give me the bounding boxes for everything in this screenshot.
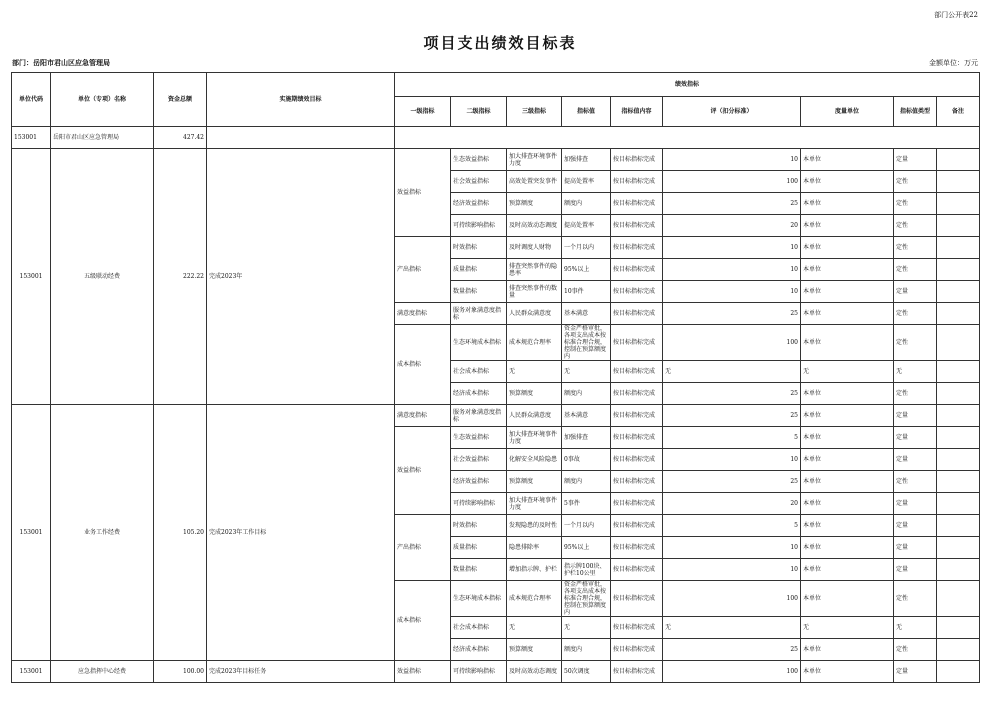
indicator-content: 按目标指标完成 <box>611 639 663 661</box>
remark <box>937 259 980 281</box>
level3-indicator: 成本规范合理率 <box>507 325 562 361</box>
indicator-value: 额度内 <box>562 383 611 405</box>
summary-amount: 427.42 <box>154 127 207 149</box>
remark <box>937 537 980 559</box>
level2-indicator: 可持续影响指标 <box>451 215 507 237</box>
remark <box>937 617 980 639</box>
measure-unit: 本单位 <box>801 149 894 171</box>
indicator-value: 无 <box>562 361 611 383</box>
table-row <box>12 661 980 683</box>
value-type: 定量 <box>894 281 937 303</box>
value-type: 定性 <box>894 259 937 281</box>
level3-indicator: 加大排查环境事件力度 <box>507 149 562 171</box>
department-label: 部门：岳阳市君山区应急管理局 <box>12 58 110 67</box>
measure-unit: 本单位 <box>801 537 894 559</box>
remark <box>937 661 980 683</box>
level2-indicator: 数量指标 <box>451 281 507 303</box>
score-standard: 25 <box>663 303 801 325</box>
level3-indicator: 预算额度 <box>507 471 562 493</box>
indicator-value: 加强排查 <box>562 427 611 449</box>
remark <box>937 559 980 581</box>
score-standard: 25 <box>663 405 801 427</box>
header-value: 指标值 <box>562 97 611 127</box>
value-type: 定性 <box>894 325 937 361</box>
indicator-content: 按目标指标完成 <box>611 405 663 427</box>
level2-indicator: 时效指标 <box>451 515 507 537</box>
level2-indicator: 生态效益指标 <box>451 427 507 449</box>
score-standard: 25 <box>663 471 801 493</box>
measure-unit: 本单位 <box>801 215 894 237</box>
measure-unit: 本单位 <box>801 661 894 683</box>
remark <box>937 493 980 515</box>
remark <box>937 449 980 471</box>
indicator-content: 按目标指标完成 <box>611 193 663 215</box>
header-target: 实施期绩效目标 <box>207 73 395 127</box>
score-standard: 25 <box>663 383 801 405</box>
value-type: 定量 <box>894 661 937 683</box>
score-standard: 10 <box>663 449 801 471</box>
level2-indicator: 经济效益指标 <box>451 193 507 215</box>
level2-indicator: 可持续影响指标 <box>451 661 507 683</box>
level3-indicator: 排查突然事件的数量 <box>507 281 562 303</box>
header-indicators: 绩效指标 <box>395 73 980 97</box>
indicator-value: 指示牌100块、护栏10公里 <box>562 559 611 581</box>
header-measure-unit: 度量单位 <box>801 97 894 127</box>
table-number-label: 部门公开表22 <box>934 11 978 19</box>
level1-indicator: 产出指标 <box>395 515 451 581</box>
level1-indicator: 效益指标 <box>395 661 451 683</box>
value-type: 定性 <box>894 193 937 215</box>
indicator-value: 5事件 <box>562 493 611 515</box>
level2-indicator: 服务对象满意度指标 <box>451 405 507 427</box>
level2-indicator: 经济效益指标 <box>451 471 507 493</box>
indicator-content: 按目标指标完成 <box>611 361 663 383</box>
remark <box>937 281 980 303</box>
level1-indicator: 满意度指标 <box>395 405 451 427</box>
remark <box>937 215 980 237</box>
level1-indicator: 效益指标 <box>395 427 451 515</box>
indicator-value: 资金严格审批，各项支出成本按标准合理合规，控制在预算额度内 <box>562 581 611 617</box>
measure-unit: 本单位 <box>801 237 894 259</box>
measure-unit: 本单位 <box>801 383 894 405</box>
score-standard: 10 <box>663 149 801 171</box>
remark <box>937 383 980 405</box>
level3-indicator: 人民群众满意度 <box>507 405 562 427</box>
value-type: 定量 <box>894 427 937 449</box>
project-target: 完成2023年 <box>207 149 395 405</box>
measure-unit: 本单位 <box>801 427 894 449</box>
score-standard: 20 <box>663 215 801 237</box>
level1-indicator: 成本指标 <box>395 581 451 661</box>
project-target: 完成2023年目标任务 <box>207 661 395 683</box>
remark <box>937 325 980 361</box>
level2-indicator: 生态环境成本指标 <box>451 325 507 361</box>
indicator-content: 按目标指标完成 <box>611 171 663 193</box>
level3-indicator: 及时高效动态调度 <box>507 215 562 237</box>
level3-indicator: 化解安全风险隐患 <box>507 449 562 471</box>
remark <box>937 639 980 661</box>
level3-indicator: 预算额度 <box>507 193 562 215</box>
indicator-content: 按目标指标完成 <box>611 661 663 683</box>
measure-unit: 本单位 <box>801 259 894 281</box>
indicator-value: 一个月以内 <box>562 237 611 259</box>
indicator-value: 基本满意 <box>562 405 611 427</box>
level1-indicator: 满意度指标 <box>395 303 451 325</box>
score-standard: 10 <box>663 559 801 581</box>
header-unit-code: 单位代码 <box>12 73 51 127</box>
score-standard: 20 <box>663 493 801 515</box>
score-standard: 100 <box>663 171 801 193</box>
indicator-content: 按目标指标完成 <box>611 303 663 325</box>
remark <box>937 149 980 171</box>
header-unit-name: 单位（专项）名称 <box>51 73 154 127</box>
indicator-content: 按目标指标完成 <box>611 449 663 471</box>
header-level3: 三级指标 <box>507 97 562 127</box>
header-value-type: 指标值类型 <box>894 97 937 127</box>
level2-indicator: 社会效益指标 <box>451 449 507 471</box>
summary-row <box>12 127 980 149</box>
indicator-content: 按目标指标完成 <box>611 149 663 171</box>
level2-indicator: 生态环境成本指标 <box>451 581 507 617</box>
value-type: 定性 <box>894 237 937 259</box>
summary-name: 岳阳市君山区应急管理局 <box>51 127 154 149</box>
amount-unit-label: 金额单位：万元 <box>929 59 978 67</box>
project-name: 业务工作经费 <box>51 405 154 661</box>
score-standard: 25 <box>663 193 801 215</box>
level2-indicator: 时效指标 <box>451 237 507 259</box>
indicator-content: 按目标指标完成 <box>611 259 663 281</box>
level2-indicator: 经济成本指标 <box>451 639 507 661</box>
remark <box>937 361 980 383</box>
value-type: 定量 <box>894 537 937 559</box>
score-standard: 10 <box>663 281 801 303</box>
measure-unit: 无 <box>801 361 894 383</box>
indicator-content: 按目标指标完成 <box>611 617 663 639</box>
indicator-content: 按目标指标完成 <box>611 537 663 559</box>
score-standard: 无 <box>663 361 801 383</box>
indicator-value: 无 <box>562 617 611 639</box>
score-standard: 100 <box>663 661 801 683</box>
indicator-value: 提高处置率 <box>562 171 611 193</box>
remark <box>937 405 980 427</box>
header-total-funds: 资金总额 <box>154 73 207 127</box>
table-row <box>12 149 980 171</box>
value-type: 定性 <box>894 471 937 493</box>
page-title: 项目支出绩效目标表 <box>423 34 577 52</box>
measure-unit: 本单位 <box>801 581 894 617</box>
measure-unit: 本单位 <box>801 281 894 303</box>
header-remark: 备注 <box>937 97 980 127</box>
level3-indicator: 无 <box>507 361 562 383</box>
indicator-value: 加强排查 <box>562 149 611 171</box>
value-type: 定性 <box>894 303 937 325</box>
score-standard: 5 <box>663 427 801 449</box>
level2-indicator: 可持续影响指标 <box>451 493 507 515</box>
score-standard: 10 <box>663 237 801 259</box>
level1-indicator: 成本指标 <box>395 325 451 405</box>
level3-indicator: 成本规范合理率 <box>507 581 562 617</box>
level3-indicator: 增加指示牌、护栏 <box>507 559 562 581</box>
indicator-value: 额度内 <box>562 193 611 215</box>
measure-unit: 本单位 <box>801 515 894 537</box>
indicator-value: 10事件 <box>562 281 611 303</box>
score-standard: 10 <box>663 259 801 281</box>
value-type: 定量 <box>894 515 937 537</box>
level2-indicator: 社会成本指标 <box>451 617 507 639</box>
indicator-content: 按目标指标完成 <box>611 427 663 449</box>
remark <box>937 171 980 193</box>
header-level1: 一级指标 <box>395 97 451 127</box>
indicator-value: 50次调度 <box>562 661 611 683</box>
measure-unit: 本单位 <box>801 193 894 215</box>
level2-indicator: 质量指标 <box>451 259 507 281</box>
level3-indicator: 及时高效动态调度 <box>507 661 562 683</box>
level3-indicator: 人民群众满意度 <box>507 303 562 325</box>
measure-unit: 本单位 <box>801 449 894 471</box>
project-name: 应急指挥中心经费 <box>51 661 154 683</box>
remark <box>937 237 980 259</box>
remark <box>937 303 980 325</box>
value-type: 定量 <box>894 559 937 581</box>
value-type: 定性 <box>894 383 937 405</box>
level1-indicator: 效益指标 <box>395 149 451 237</box>
measure-unit: 本单位 <box>801 303 894 325</box>
project-target: 完成2023年工作目标 <box>207 405 395 661</box>
indicator-value: 95%以上 <box>562 537 611 559</box>
score-standard: 10 <box>663 537 801 559</box>
level2-indicator: 服务对象满意度指标 <box>451 303 507 325</box>
measure-unit: 本单位 <box>801 471 894 493</box>
indicator-content: 按目标指标完成 <box>611 515 663 537</box>
project-code: 153001 <box>12 149 51 405</box>
indicator-value: 95%以上 <box>562 259 611 281</box>
score-standard: 25 <box>663 639 801 661</box>
level2-indicator: 经济成本指标 <box>451 383 507 405</box>
header-score: 评（扣分标准） <box>663 97 801 127</box>
remark <box>937 471 980 493</box>
measure-unit: 本单位 <box>801 405 894 427</box>
score-standard: 100 <box>663 581 801 617</box>
level1-indicator: 产出指标 <box>395 237 451 303</box>
project-code: 153001 <box>12 405 51 661</box>
level2-indicator: 数量指标 <box>451 559 507 581</box>
remark <box>937 515 980 537</box>
indicator-value: 一个月以内 <box>562 515 611 537</box>
project-amount: 105.20 <box>154 405 207 661</box>
indicator-content: 按目标指标完成 <box>611 559 663 581</box>
level3-indicator: 及时调度人财物 <box>507 237 562 259</box>
indicator-value: 额度内 <box>562 639 611 661</box>
indicator-content: 按目标指标完成 <box>611 325 663 361</box>
level2-indicator: 质量指标 <box>451 537 507 559</box>
level3-indicator: 预算额度 <box>507 639 562 661</box>
remark <box>937 193 980 215</box>
value-type: 定性 <box>894 581 937 617</box>
indicator-content: 按目标指标完成 <box>611 281 663 303</box>
level2-indicator: 社会效益指标 <box>451 171 507 193</box>
level3-indicator: 排查突然事件的隐患率 <box>507 259 562 281</box>
level2-indicator: 社会成本指标 <box>451 361 507 383</box>
indicator-value: 提高处置率 <box>562 215 611 237</box>
indicator-content: 按目标指标完成 <box>611 581 663 617</box>
score-standard: 无 <box>663 617 801 639</box>
indicator-value: 基本满意 <box>562 303 611 325</box>
level3-indicator: 无 <box>507 617 562 639</box>
level3-indicator: 发现隐患的及时性 <box>507 515 562 537</box>
summary-code: 153001 <box>12 127 51 149</box>
indicator-content: 按目标指标完成 <box>611 493 663 515</box>
value-type: 定量 <box>894 449 937 471</box>
level2-indicator: 生态效益指标 <box>451 149 507 171</box>
project-code: 153001 <box>12 661 51 683</box>
score-standard: 5 <box>663 515 801 537</box>
value-type: 定量 <box>894 405 937 427</box>
measure-unit: 本单位 <box>801 493 894 515</box>
project-amount: 100.00 <box>154 661 207 683</box>
value-type: 定量 <box>894 493 937 515</box>
measure-unit: 无 <box>801 617 894 639</box>
value-type: 定量 <box>894 149 937 171</box>
remark <box>937 581 980 617</box>
value-type: 定性 <box>894 171 937 193</box>
value-type: 定性 <box>894 215 937 237</box>
value-type: 定性 <box>894 639 937 661</box>
indicator-content: 按目标指标完成 <box>611 383 663 405</box>
level3-indicator: 高效处置突发事件 <box>507 171 562 193</box>
measure-unit: 本单位 <box>801 639 894 661</box>
indicator-value: 0事故 <box>562 449 611 471</box>
indicator-content: 按目标指标完成 <box>611 215 663 237</box>
measure-unit: 本单位 <box>801 559 894 581</box>
project-amount: 222.22 <box>154 149 207 405</box>
level3-indicator: 隐患排除率 <box>507 537 562 559</box>
score-standard: 100 <box>663 325 801 361</box>
project-name: 五级联动经费 <box>51 149 154 405</box>
indicator-content: 按目标指标完成 <box>611 471 663 493</box>
header-value-content: 指标值内容 <box>611 97 663 127</box>
indicator-value: 额度内 <box>562 471 611 493</box>
table-row <box>12 405 980 427</box>
measure-unit: 本单位 <box>801 325 894 361</box>
value-type: 无 <box>894 617 937 639</box>
level3-indicator: 加大排查环境事件力度 <box>507 493 562 515</box>
level3-indicator: 预算额度 <box>507 383 562 405</box>
indicator-content: 按目标指标完成 <box>611 237 663 259</box>
header-level2: 二级指标 <box>451 97 507 127</box>
value-type: 无 <box>894 361 937 383</box>
indicator-value: 资金严格审批，各项支出成本按标准合理合规，控制在预算额度内 <box>562 325 611 361</box>
level3-indicator: 加大排查环境事件力度 <box>507 427 562 449</box>
measure-unit: 本单位 <box>801 171 894 193</box>
remark <box>937 427 980 449</box>
performance-target-table <box>11 72 980 683</box>
